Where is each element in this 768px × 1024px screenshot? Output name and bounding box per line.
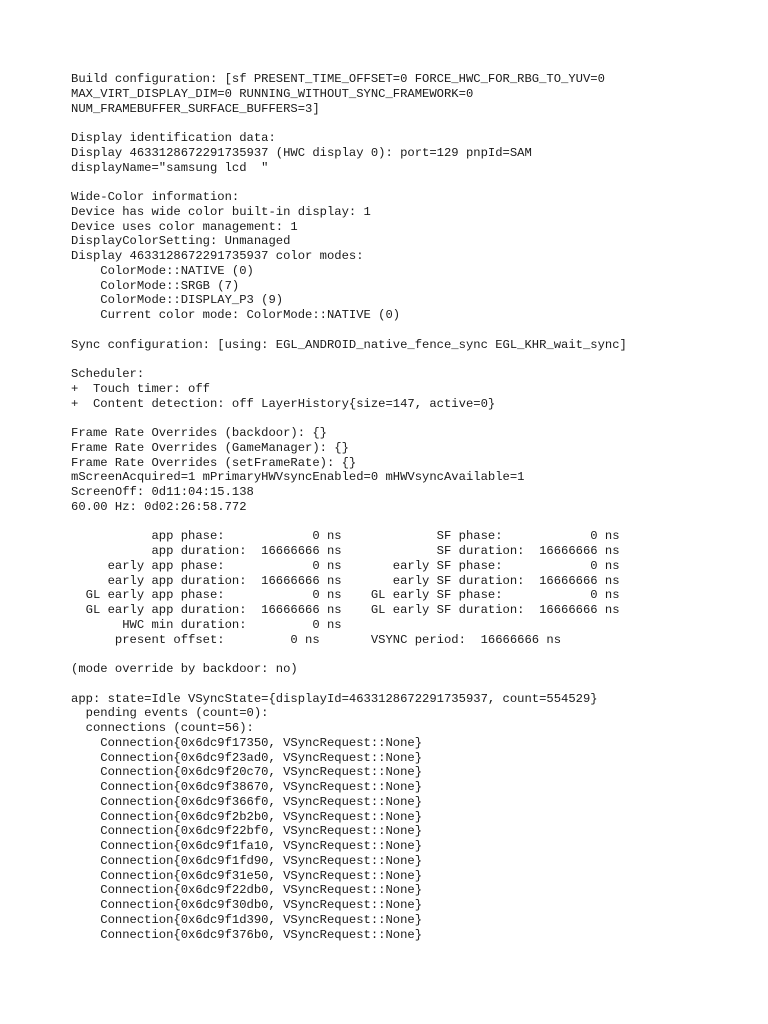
doc-line: Connection{0x6dc9f38670, VSyncRequest::None}: [71, 780, 423, 794]
doc-line: Connection{0x6dc9f30db0, VSyncRequest::None}: [71, 898, 423, 912]
doc-line: ColorMode::SRGB (7): [71, 278, 240, 293]
doc-line: present offset: 0 ns VSYNC period: 16666666 ns: [71, 632, 562, 647]
doc-line: early app duration: 16666666 ns early SF duration: 16666666 ns: [71, 573, 620, 588]
doc-line: Device has wide color built-in display: 1: [71, 204, 371, 219]
doc-line: Connection{0x6dc9f22bf0, VSyncRequest::None}: [71, 824, 423, 839]
doc-line: app: state=Idle VSyncState={displayId=4633128672291735937, count=554529}: [71, 691, 598, 706]
doc-line: DisplayColorSetting: Unmanaged: [71, 234, 291, 249]
doc-line: Display identification data:: [71, 131, 276, 145]
doc-line: + Touch timer: off: [71, 381, 210, 396]
doc-line: Connection{0x6dc9f23ad0, VSyncRequest::None}: [71, 750, 423, 765]
doc-line: 60.00 Hz: 0d02:26:58.772: [71, 499, 247, 514]
doc-line: mScreenAcquired=1 mPrimaryHWVsyncEnabled=0 mHWVsyncAvailable=1: [71, 470, 525, 485]
doc-line: ScreenOff: 0d11:04:15.138: [71, 485, 254, 499]
doc-line: Sync configuration: [using: EGL_ANDROID_native_fence_sync EGL_KHR_wait_sync]: [71, 337, 627, 352]
doc-line: ColorMode::DISPLAY_P3 (9): [71, 293, 284, 308]
doc-line: + Content detection: off LayerHistory{size=147, active=0}: [71, 396, 496, 411]
doc-line: early app phase: 0 ns early SF phase: 0 ns: [71, 558, 620, 573]
doc-line: Display 4633128672291735937 (HWC display 0): port=129 pnpId=SAM: [71, 145, 532, 160]
doc-line: HWC min duration: 0 ns: [71, 617, 342, 632]
doc-line: connections (count=56):: [71, 721, 254, 735]
doc-line: Display 4633128672291735937 color modes:: [71, 249, 364, 263]
doc-line: (mode override by backdoor: no): [71, 662, 298, 676]
doc-line: [71, 411, 761, 426]
doc-line: Connection{0x6dc9f17350, VSyncRequest::None}: [71, 735, 423, 750]
doc-line: Connection{0x6dc9f20c70, VSyncRequest::None}: [71, 765, 423, 780]
doc-line: Device uses color management: 1: [71, 219, 298, 234]
doc-line: [71, 647, 761, 662]
dumpsys-document: [71, 72, 761, 942]
doc-line: Connection{0x6dc9f376b0, VSyncRequest::None}: [71, 927, 423, 942]
doc-line: GL early app duration: 16666666 ns GL early SF duration: 16666666 ns: [71, 603, 620, 617]
doc-line: pending events (count=0):: [71, 706, 269, 721]
doc-line: Scheduler:: [71, 367, 145, 381]
doc-line: Connection{0x6dc9f31e50, VSyncRequest::None}: [71, 868, 423, 883]
doc-line: ColorMode::NATIVE (0): [71, 263, 254, 278]
doc-line: [71, 323, 761, 338]
doc-line: Connection{0x6dc9f366f0, VSyncRequest::None}: [71, 794, 423, 809]
doc-line: Wide-Color information:: [71, 190, 240, 204]
doc-line: Connection{0x6dc9f1fa10, VSyncRequest::None}: [71, 839, 423, 853]
doc-line: [71, 175, 761, 190]
doc-line: displayName="samsung lcd ": [71, 160, 269, 175]
doc-line: Build configuration: [sf PRESENT_TIME_OFFSET=0 FORCE_HWC_FOR_RBG_TO_YUV=0: [71, 72, 605, 86]
doc-line: [71, 515, 761, 530]
doc-line: Current color mode: ColorMode::NATIVE (0): [71, 308, 401, 322]
doc-line: app duration: 16666666 ns SF duration: 16666666 ns: [71, 544, 620, 558]
doc-line: [71, 677, 761, 692]
doc-line: Frame Rate Overrides (backdoor): {}: [71, 426, 327, 440]
doc-line: Connection{0x6dc9f1fd90, VSyncRequest::None}: [71, 853, 423, 868]
doc-line: Connection{0x6dc9f1d390, VSyncRequest::None}: [71, 912, 423, 927]
doc-line: app phase: 0 ns SF phase: 0 ns: [71, 529, 620, 544]
doc-line: Connection{0x6dc9f22db0, VSyncRequest::None}: [71, 883, 423, 898]
doc-line: GL early app phase: 0 ns GL early SF phase: 0 ns: [71, 588, 620, 603]
doc-line: [71, 352, 761, 367]
doc-line: [71, 116, 761, 131]
doc-line: Frame Rate Overrides (GameManager): {}: [71, 440, 349, 455]
doc-line: MAX_VIRT_DISPLAY_DIM=0 RUNNING_WITHOUT_SYNC_FRAMEWORK=0: [71, 86, 474, 101]
doc-line: Frame Rate Overrides (setFrameRate): {}: [71, 455, 357, 470]
doc-line: NUM_FRAMEBUFFER_SURFACE_BUFFERS=3]: [71, 101, 320, 116]
doc-line: Connection{0x6dc9f2b2b0, VSyncRequest::None}: [71, 809, 423, 824]
